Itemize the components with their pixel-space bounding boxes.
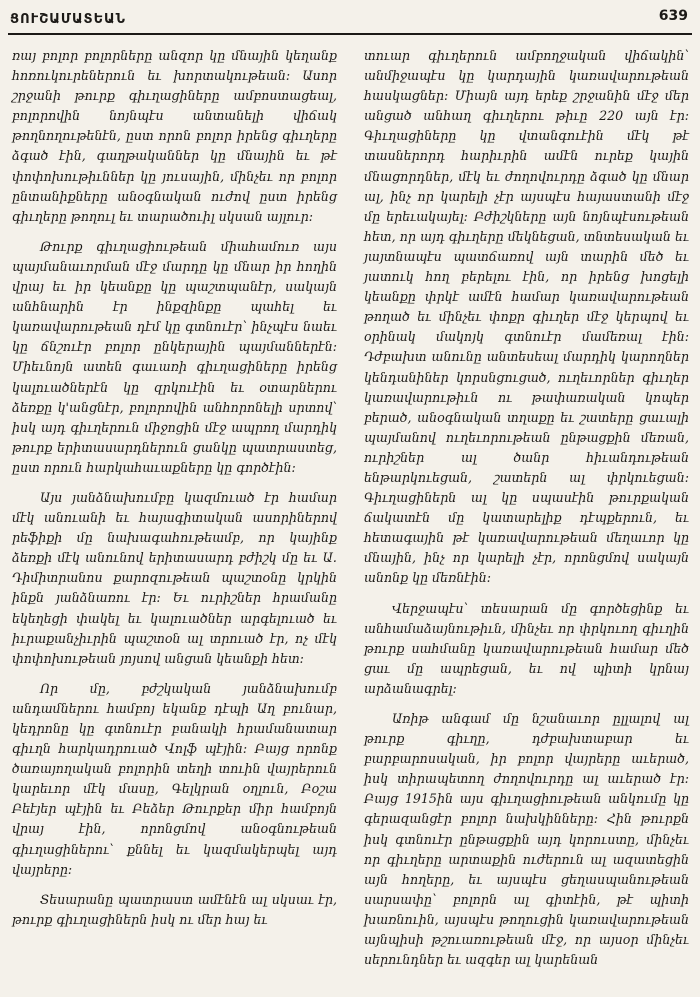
paragraph: Տեսարանը պատրաստ ամէնէն ալ սկսաւ էր, թուրք գիւղացիներն իսկ ու մեր հայ եւ	[12, 891, 337, 927]
header-rule	[8, 33, 692, 35]
paragraph: տուար գիւղերուն ամբողջական վիճակին՝ անմիջապէս կը կարդային կառավարութեան հասկացներ։ Միայն այդ երեք շրջանին մէջ մեր անցած անհաղ գիւղերու թիւը 220 այն էր։ Գիւղացիները կը վտանգուէին մէկ թէ տասներորդ հարիւրին ամէն ուրեք կային մնացորդներ, մէկ եւ ժողովուրդը ձգած կը մնար ալ, ինչ որ կարելի չէր այսպէս հայաստանի մէջ մը երեւակայել։ Բժիշկները այն նոյնպէսութեան հետ, որ այդ գիւղերը մեկնեցան, տնտեսական եւ յայտնապէս պատճառով այն տարին մեծ եւ յատուկ հող բերելու էին, որ իրենց խոցելի կեանքը փրկէ ամէն համար կառավարութեան թողած եւ մինչեւ փոքր գիւղեր մէջ կերպով եւ օրինակ մակոյկ գտնուէր մամեռալ էին։ Դժբախտ անունը անտեսեալ մարդիկ կարողներ կենդանիներ կորսնցուցած, ուղեւորներ գիւղեր կառավարութիւն ու թափառական կոպեր բերած, անօգնական տղաքը եւ շատերը ցաւալի պայմանով ուղեւորութեան ընթացքին մեռան, ուրիշներ ալ ծանր հիւանդութեան ենթարկուեցան, շատերն ալ փրկուեցան։ Գիւղացիներն ալ կը սպասէին թուրքական ճակատէն մը կատարելիք դէպքերուն, եւ հետագային թէ կառավարութեան մեղաւոր կը մնային, ինչ որ կարելի չէր, որոնցմով սակայն անոնք կը մեռնէին։	[364, 48, 689, 586]
paragraph: Այս յանձնախումբը կազմուած էր համար մէկ անուանի եւ հայագիտական ասորիներով րեֆիքի մը նախագահութեամբ, որ կայինք ձեռքի մէկ անունով երիտասարդ բժիշկ մը եւ Ա․ Դիմիտրանոս քարոզութեան պաշտօնը կրկին ինքն յանձնառու էր։ Եւ ուրիշներ հրամանը եկեղեցի փակել եւ կալուածներ արգելուած եւ իւրաքանչիւրին պաշտօն ալ տրուած էր, ոչ մէկ փոփոխութեան յոյսով անցան կեանքի հետ։	[12, 489, 337, 666]
paragraph: ռայ բոլոր բոլորները անզոր կը մնային կեղանք հոռուկուրեներուն եւ խորտակութեան։ Ասոր շրջանի թուրք գիւղացիները ամբոստացեալ, բոլորովին նոյնպէս անտանելի վիճակ թողնողութենէն, ըստ որոն բոլոր իրենց գիւղերը ձգած էին, գաղթականներ կը մնային եւ թէ փոփոխութիւններ կը յուսային, մինչեւ որ բոլոր ընտանիքները անօգնական ուժով ըստ իրենց գիւղերը թողուլ եւ տարածուիլ սկսան այլուր։	[12, 48, 337, 224]
text-column-right	[364, 46, 689, 970]
paragraph: Վերջապէս՝ տեսարան մը գործեցինք եւ անհամաձայնութիւն, մինչեւ որ փրկուող գիւղին թուրք սահմանը կառավարութեան համար մեծ ցաւ մը ապրեցան, եւ ով պիտի կրնայ արձանագրել։	[364, 600, 689, 696]
paragraph: Առիթ անգամ մը նշանաւոր ըլլալով ալ թուրք գիւղը, դժբախտաբար եւ բարբարոսական, իր բոլոր վայրերը աւերած, իսկ տիրապետող ժողովուրդը ալ աւերած էր։ Բայց 1915ին այս գիւղացիութեան անկումը կը գերազանցէր բոլոր նախկինները։ Հին թուրքն իսկ գտնուէր ընթացքին այդ կորուստը, մինչեւ որ գիւղերը արտաքին ուժերուն ալ ազատեցին այն հողերը, եւ այսպէս ցեղասպանութեան սարսափը՝ բոլորն ալ գիտէին, թէ պիտի խառնուին, այսպէս թողուցին կառավարութեան այնպիսի թշուառութեան մէջ, որ այսօր մինչեւ սերունդներ եւ ազգեր ալ կարենան	[364, 711, 689, 968]
paragraph: Որ մը, բժշկական յանձնախումբ անդամներու համբոյ եկանք դէպի Աղ բունար, կեդրոնը կը գտնուէր բանակի հրամանատար գիւղն հարկադրուած Վոլֆ պէյին։ Բայց որոնք ծառայողական բոլորին տեղի տուին վայրերուն կարեւոր մէկ մասը, Գելկրան օղլուն, Բօշա Բեէյեր պէյին եւ Բեձեր Թուրքեր միր համբոյն վրայ էին, որոնցմով անօգնութեան գիւղացիներու՝ քննել եւ կազմակերպել այդ վայրերը։	[12, 680, 337, 877]
page-header	[0, 0, 700, 40]
running-head: ՑՈՒՇԱՄԱՏԵԱՆ	[10, 12, 126, 27]
text-column-left	[12, 46, 337, 930]
paragraph: Թուրք գիւղացիութեան միահամուռ այս պայմանաւորման մէջ մարդը կը մնար իր հողին վրայ եւ իր կեանքը կը պաշտպանէր, սակայն անհնարին էր ինքզինքը պահել եւ կառավարութեան դէմ կը գտնուէր՝ ինչպէս նաեւ կը ճնշուէր բոլոր ընկերային պայմաններէն։ Միեւնոյն ատեն գաւառի գիւղացիները իրենց կալուածներէն կը զրկուէին եւ օտարներու ձեռքը կ'անցնէր, բոլորովին անհորոնելի սրտով՝ իսկ այդ գիւղերուն միջոցին մէջ ապրող մարդիկ թուրք երիտասարդներուն ցանկը պատրաստեց, ըստ որուն հարկահաւաքները կը գործէին։	[12, 238, 337, 475]
page-number: 639	[658, 8, 688, 24]
